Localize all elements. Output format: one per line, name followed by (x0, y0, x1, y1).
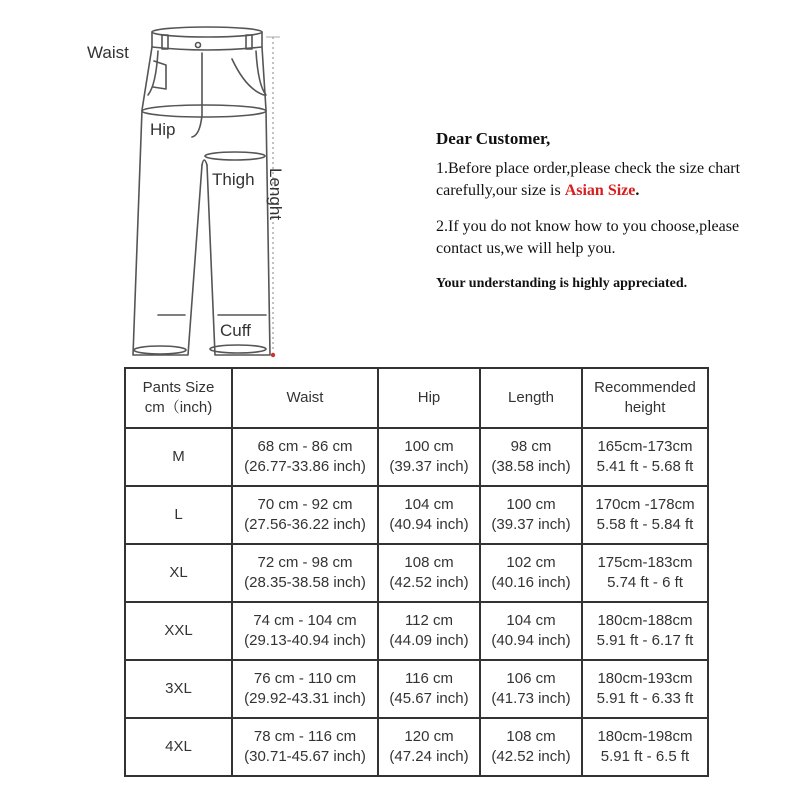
hip-cell: 116 cm (45.67 inch) (378, 660, 480, 718)
notice-line-2: 2.If you do not know how to you choose,please contact us,we will help you. (436, 218, 740, 257)
table-row (125, 544, 708, 602)
header-length: Length (480, 368, 582, 428)
length-cell: 98 cm (38.58 inch) (480, 428, 582, 486)
table-header-row (125, 368, 708, 428)
length-cell: 104 cm (40.94 inch) (480, 602, 582, 660)
table-row (125, 718, 708, 776)
height-cell: 180cm-188cm 5.91 ft - 6.17 ft (582, 602, 708, 660)
height-cell: 170cm -178cm 5.58 ft - 5.84 ft (582, 486, 708, 544)
size-chart-table (124, 367, 709, 777)
length-cell: 102 cm (40.16 inch) (480, 544, 582, 602)
length-cell: 100 cm (39.37 inch) (480, 486, 582, 544)
pants-measurement-diagram (70, 15, 310, 365)
notice-line-1-text: 1.Before place order,please check the size chart carefully,our size is (436, 160, 741, 199)
notice-line-1-end: . (635, 182, 640, 199)
hip-cell: 108 cm (42.52 inch) (378, 544, 480, 602)
table-row (125, 428, 708, 486)
notice-line-1 (436, 158, 786, 202)
notice-closing: Your understanding is highly appreciated. (436, 276, 688, 291)
size-cell: M (125, 428, 232, 486)
table-row (125, 660, 708, 718)
table-row (125, 486, 708, 544)
length-cell: 106 cm (41.73 inch) (480, 660, 582, 718)
asian-size-highlight: Asian Size (564, 182, 636, 199)
header-hip: Hip (378, 368, 480, 428)
hip-cell: 112 cm (44.09 inch) (378, 602, 480, 660)
size-cell: 3XL (125, 660, 232, 718)
header-recommended-height: Recommended height (582, 368, 708, 428)
waist-cell: 76 cm - 110 cm (29.92-43.31 inch) (232, 660, 378, 718)
waist-cell: 78 cm - 116 cm (30.71-45.67 inch) (232, 718, 378, 776)
height-cell: 180cm-198cm 5.91 ft - 6.5 ft (582, 718, 708, 776)
customer-notice (436, 128, 786, 295)
waist-cell: 70 cm - 92 cm (27.56-36.22 inch) (232, 486, 378, 544)
thigh-label: Thigh (212, 170, 255, 189)
hip-cell: 104 cm (40.94 inch) (378, 486, 480, 544)
hip-cell: 120 cm (47.24 inch) (378, 718, 480, 776)
size-cell: 4XL (125, 718, 232, 776)
hip-label: Hip (150, 120, 176, 139)
hip-cell: 100 cm (39.37 inch) (378, 428, 480, 486)
cuff-label: Cuff (220, 321, 251, 340)
notice-greeting: Dear Customer, (436, 129, 551, 148)
height-cell: 180cm-193cm 5.91 ft - 6.33 ft (582, 660, 708, 718)
header-waist: Waist (232, 368, 378, 428)
waist-cell: 72 cm - 98 cm (28.35-38.58 inch) (232, 544, 378, 602)
size-cell: L (125, 486, 232, 544)
waist-cell: 68 cm - 86 cm (26.77-33.86 inch) (232, 428, 378, 486)
waist-cell: 74 cm - 104 cm (29.13-40.94 inch) (232, 602, 378, 660)
size-cell: XL (125, 544, 232, 602)
height-cell: 165cm-173cm 5.41 ft - 5.68 ft (582, 428, 708, 486)
height-cell: 175cm-183cm 5.74 ft - 6 ft (582, 544, 708, 602)
header-pants-size: Pants Size cm（inch) (125, 368, 232, 428)
waist-label: Waist (87, 43, 129, 62)
length-cell: 108 cm (42.52 inch) (480, 718, 582, 776)
length-label: Lenght (266, 168, 285, 220)
size-cell: XXL (125, 602, 232, 660)
table-row (125, 602, 708, 660)
